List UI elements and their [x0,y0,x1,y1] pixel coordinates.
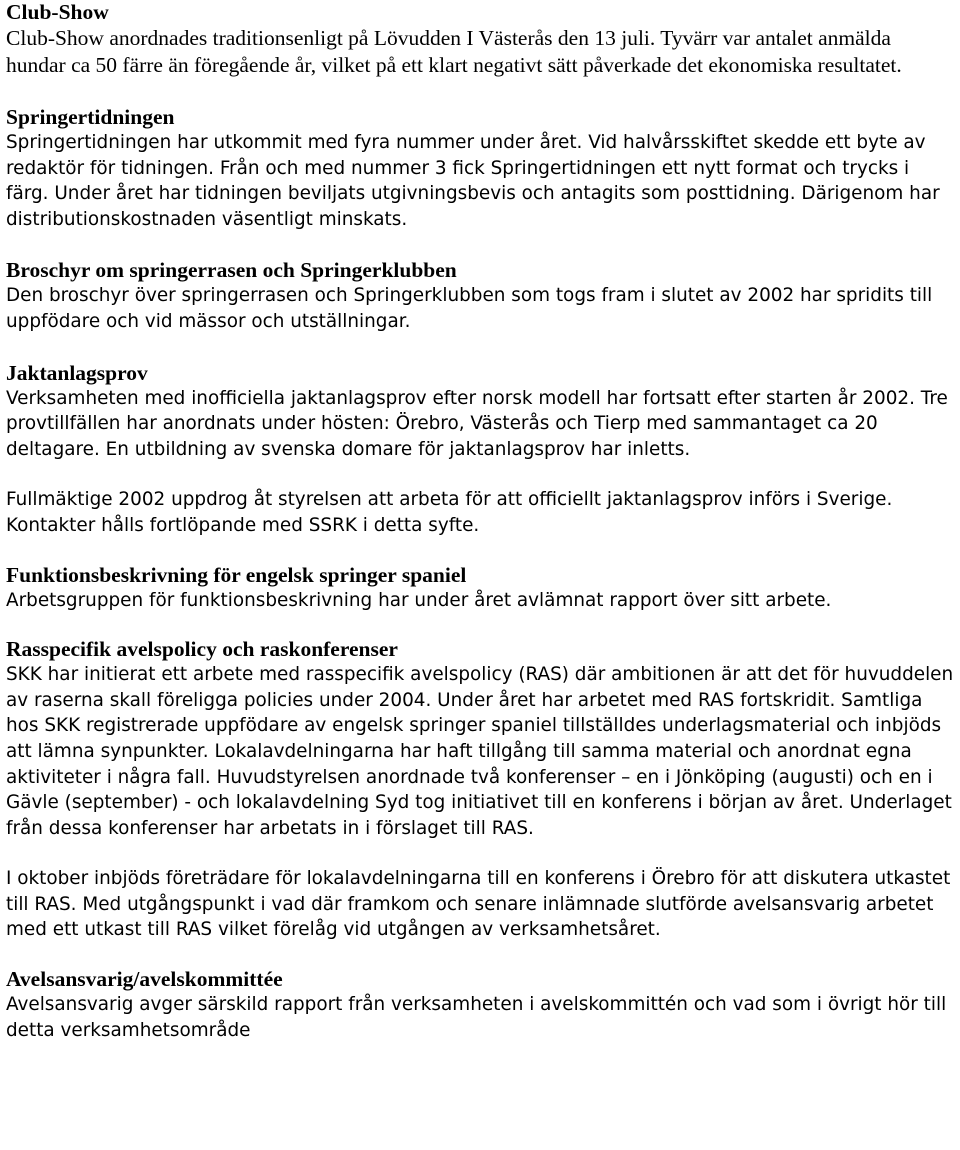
paragraph-jaktanlagsprov-fullmaktige: Fullmäktige 2002 uppdrog åt styrelsen att arbeta för att officiellt jaktanlagsprov införs i Sverige. Kontakter hålls fortlöpande med SSRK i detta syfte. [6,489,893,536]
paragraph-broschyr: Den broschyr över springerrasen och Springerklubben som togs fram i slutet av 2002 har spridits till uppfödare och vid mässor och utställningar. [6,285,933,332]
heading-avelsansvarig: Avelsansvarig/avelskommittée [6,967,283,992]
heading-funktionsbeskrivning: Funktionsbeskrivning för engelsk springer spaniel [6,562,467,587]
heading-ras: Rasspecifik avelspolicy och raskonferenser [6,637,398,662]
section-funktionsbeskrivning [6,563,954,614]
heading-broschyr: Broschyr om springerrasen och Springerklubben [6,258,457,283]
section-ras [6,637,954,943]
section-broschyr [6,258,954,334]
paragraph-funktionsbeskrivning: Arbetsgruppen för funktionsbeskrivning har under året avlämnat rapport över sitt arbete. [6,589,832,611]
section-avelsansvarig [6,967,954,1043]
heading-club-show: Club-Show [6,0,109,24]
paragraph-ras: SKK har initierat ett arbete med rasspecifik avelspolicy (RAS) där ambitionen är att det för huvuddelen av raserna skall föreligga policies under 2004. Under året har arbetet med RAS fortskridit. Samtliga hos SKK registrerade uppfödare av engelsk springer spaniel tillställdes underlagsmaterial och inbjöds att lämna synpunkter. Lokalavdelningarna har haft tillgång till samma material och anordnat egna aktiviteter i några fall. Huvudstyrelsen anordnade två konferenser – en i Jönköping (augusti) och en i Gävle (september) - och lokalavdelning Syd tog initiativet till en konferens i början av året. Underlaget från dessa konferenser har arbetats in i förslaget till RAS. [6,664,954,839]
section-club-show [6,0,954,78]
heading-jaktanlagsprov: Jaktanlagsprov [6,360,148,385]
heading-springertidningen: Springertidningen [6,105,175,129]
section-springertidningen [6,105,954,232]
section-jaktanlagsprov [6,361,954,539]
paragraph-club-show: Club-Show anordnades traditionsenligt på Lövudden I Västerås den 13 juli. Tyvärr var antalet anmälda hundar ca 50 färre än föregående år, vilket på ett klart negativt sätt påverkade det ekonomiska resultatet. [6,26,902,77]
paragraph-ras-oktober: I oktober inbjöds företrädare för lokalavdelningarna till en konferens i Örebro för att diskutera utkastet till RAS. Med utgångspunkt i vad där framkom och senare inlämnade slutförde avelsansvarig arbetet med ett utkast till RAS vilket förelåg vid utgången av verksamhetsåret. [6,868,951,941]
paragraph-springertidningen: Springertidningen har utkommit med fyra nummer under året. Vid halvårsskiftet skedde ett byte av redaktör för tidningen. Från och med nummer 3 fick Springertidningen ett nytt format och trycks i färg. Under året har tidningen beviljats utgivningsbevis och antagits som posttidning. Därigenom har distributionskostnaden väsentligt minskats. [6,132,940,230]
paragraph-jaktanlagsprov: Verksamheten med inofficiella jaktanlagsprov efter norsk modell har fortsatt efter starten år 2002. Tre provtillfällen har anordnats under hösten: Örebro, Västerås och Tierp med sammantaget ca 20 deltagare. En utbildning av svenska domare för jaktanlagsprov har inletts. [6,387,948,460]
paragraph-avelsansvarig: Avelsansvarig avger särskild rapport från verksamheten i avelskommittén och vad som i övrigt hör till detta verksamhetsområde [6,994,947,1041]
